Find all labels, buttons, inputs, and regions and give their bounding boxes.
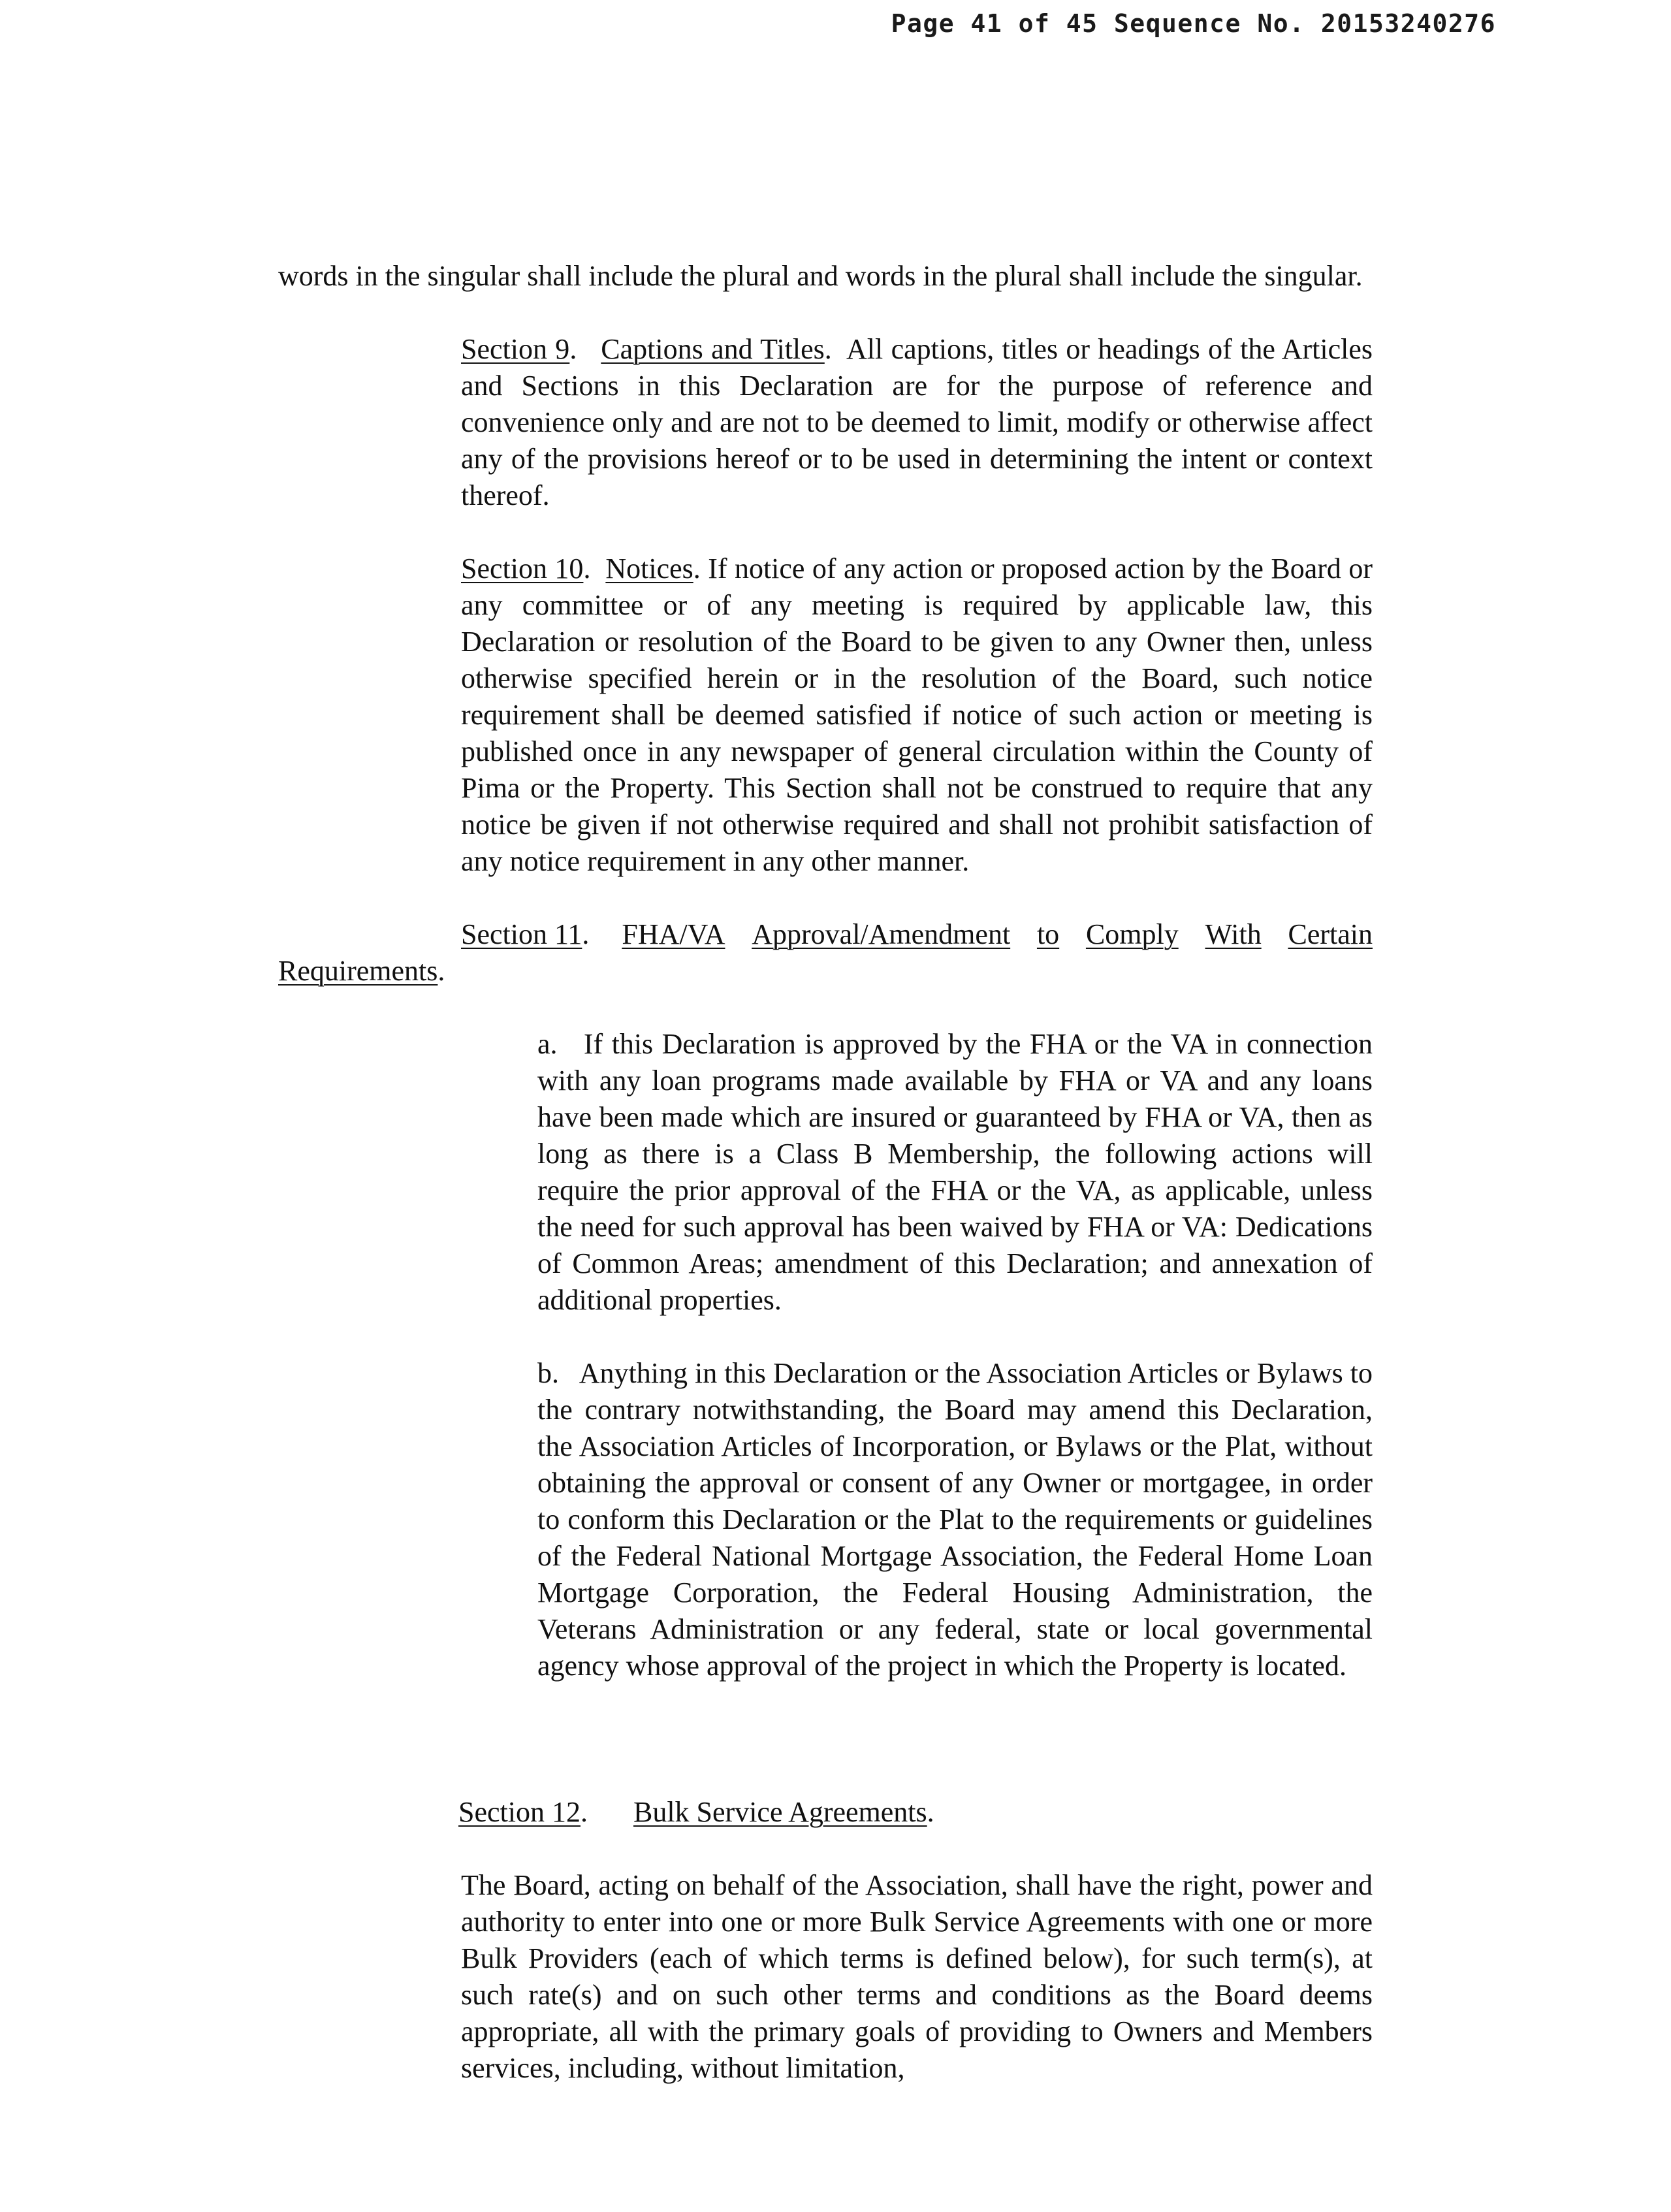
section-11a-marker: a. [537,1028,558,1060]
section-11b-paragraph [278,1355,1373,1684]
section-9-paragraph: Section 9. Captions and Titles. All captions, titles or headings of the Articles and Sections in this Declaration are for the purpose of reference and convenience only and are not to be deemed to limit, modify or otherwise affect any of the provisions hereof or to be used in determining the intent or context thereof. [461,333,1373,511]
section-11b-marker: b. [537,1357,559,1389]
section-11-label: Section 11 [461,918,582,950]
section-10-title: Notices [605,553,693,585]
section-11-title-word: Approval/Amendment [752,918,1011,950]
section-10-paragraph: Section 10. Notices. If notice of any action or proposed action by the Board or any committee or of any meeting is required by applicable law, this Declaration or resolution of the Board to be given to any Owner then, unless otherwise specified herein or in the resolution of the Board, such notice requirement shall be deemed satisfied if notice of such action or meeting is published once in any newspaper of general circulation within the County of Pima or the Property. This Section shall not be construed to require that any notice be given if not otherwise required and shall not prohibit satisfaction of any notice requirement in any other manner. [461,553,1373,877]
section-12-heading: Section 12. Bulk Service Agreements. [458,1796,934,1828]
section-11a-text: If this Declaration is approved by the FHA or the VA in connection with any loan programs made available by FHA or VA and any loans have been made which are insured or guaranteed by FHA or VA, then as long as there is a Class B Membership, the following actions will require the prior approval of the FHA or the VA, as applicable, unless the need for such approval has been waived by FHA or VA: Dedications of Common Areas; amendment of this Declaration; and annexation of additional properties. [537,1028,1373,1316]
section-10-text: If notice of any action or proposed action by the Board or any committee or of any meeting is required by applicable law, this Declaration or resolution of the Board to be given to any Owner then, unless otherwise specified herein or in the resolution of the Board, such notice requirement shall be deemed satisfied if notice of such action or meeting is published once in any newspaper of general circulation within the County of Pima or the Property. This Section shall not be construed to require that any notice be given if not otherwise required and shall not prohibit satisfaction of any notice requirement in any other manner. [461,553,1373,877]
section-11-title-word: to [1036,918,1060,950]
section-10-label: Section 10 [461,553,584,585]
section-11-title-tail: Requirements [278,955,438,987]
document-body [278,258,1373,2087]
section-12-label: Section 12 [458,1796,581,1828]
section-11-title [622,916,1373,953]
section-12-title: Bulk Service Agreements [633,1796,927,1828]
section-12-paragraph: The Board, acting on behalf of the Association, shall have the right, power and authority to enter into one or more Bulk Service Agreements with one or more Bulk Providers (each of which terms is defined below), for such term(s), at such rate(s) and on such other terms and conditions as the Board deems appropriate, all with the primary goals of providing to Owners and Members services, including, without limitation, [461,1869,1373,2084]
section-9-title: Captions and Titles [601,333,825,365]
section-11a-paragraph [278,1026,1373,1319]
page-header: Page 41 of 45 Sequence No. 20153240276 [891,9,1496,38]
section-9-text: All captions, titles or headings of the Articles and Sections in this Declaration are for the purpose of reference and convenience only and are not to be deemed to limit, modify or otherwise affect any of the provisions hereof or to be used in determining the intent or context thereof. [461,333,1373,511]
section-11-heading: Section 11. FHA/VA Approval/Amendment to Comply With Certain Requirements. [278,916,1373,989]
section-11-title-word: With [1205,918,1262,950]
paragraph-continuation: words in the singular shall include the plural and words in the plural shall include the singular. [278,260,1363,292]
section-11b-text: Anything in this Declaration or the Association Articles or Bylaws to the contrary notwithstanding, the Board may amend this Declaration, the Association Articles of Incorporation, or Bylaws or the Plat, without obtaining the approval or consent of any Owner or mortgagee, in order to conform this Declaration or the Plat to the requirements or guidelines of the Federal National Mortgage Association, the Federal Home Loan Mortgage Corporation, the Federal Housing Administration, the Veterans Administration or any federal, state or local governmental agency whose approval of the project in which the Property is located. [537,1357,1373,1682]
section-9-label: Section 9 [461,333,570,365]
section-11-title-word: FHA/VA [622,918,725,950]
section-11-title-word: Certain [1288,918,1373,950]
section-11-title-word: Comply [1085,918,1179,950]
